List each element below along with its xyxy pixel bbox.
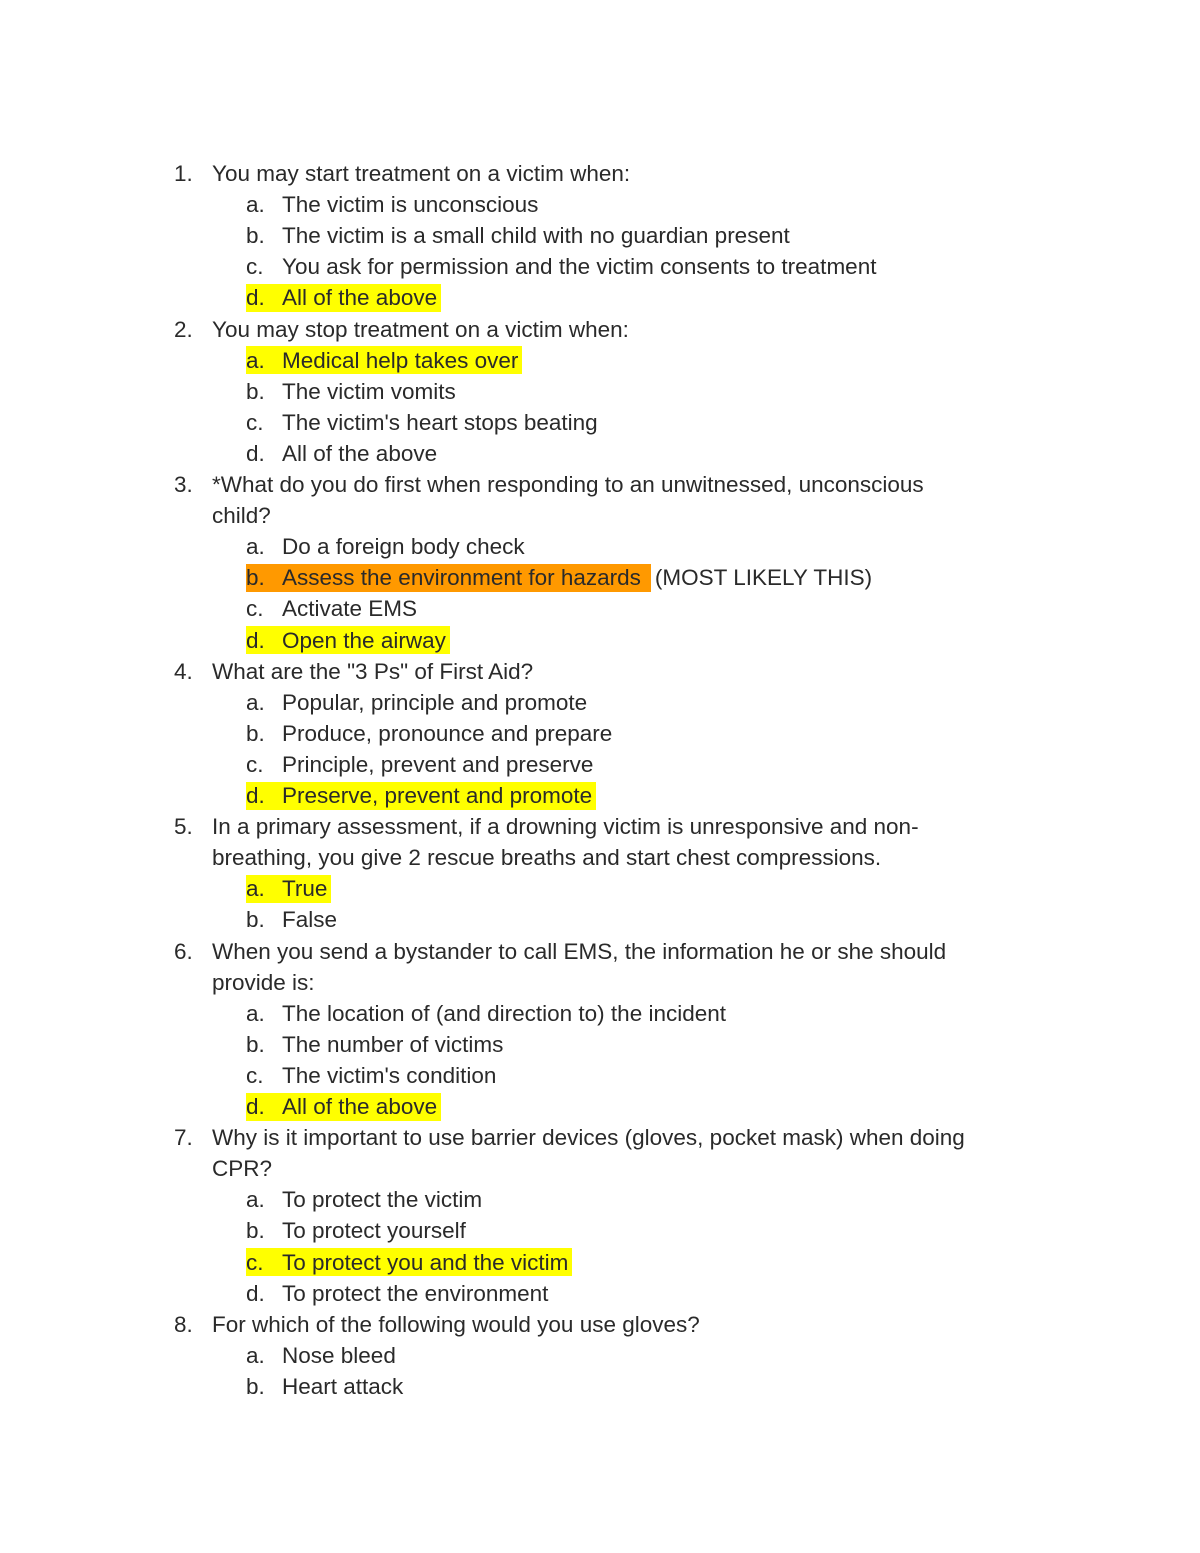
option-text: All of the above: [282, 440, 438, 466]
option-text: The victim vomits: [282, 378, 456, 404]
option-note: (MOST LIKELY THIS): [654, 565, 873, 591]
option-text: The victim is unconscious: [282, 192, 539, 218]
option-letter: b.: [246, 720, 265, 746]
question-text: CPR?: [212, 1156, 273, 1182]
option-letter: d.: [246, 440, 265, 466]
option-text: Heart attack: [282, 1373, 404, 1399]
option-letter: b.: [246, 1218, 265, 1244]
option-letter: d.: [246, 285, 265, 311]
option-text: The victim's condition: [282, 1062, 497, 1088]
option-text: False: [282, 907, 338, 933]
option-text: To protect you and the victim: [282, 1249, 569, 1275]
option-text: The victim's heart stops beating: [282, 409, 598, 435]
option-letter: c.: [246, 1249, 264, 1275]
question-text: *What do you do first when responding to an unwitnessed, unconscious: [212, 472, 924, 497]
option-text: Medical help takes over: [282, 347, 519, 373]
option-letter: b.: [246, 223, 265, 249]
option-letter: d.: [246, 783, 265, 808]
option-letter: a.: [246, 1342, 265, 1368]
option-letter: b.: [246, 907, 265, 933]
option-text: The number of victims: [282, 1031, 504, 1057]
option-text: To protect the victim: [282, 1187, 483, 1213]
option-letter: a.: [246, 1187, 265, 1213]
question-number: 5.: [174, 814, 193, 840]
option-letter: a.: [246, 876, 265, 902]
option-text: Preserve, prevent and promote: [282, 783, 593, 808]
option-text: To protect the environment: [282, 1280, 549, 1306]
question-number: 6.: [174, 938, 193, 964]
question-text: Why is it important to use barrier devices (gloves, pocket mask) when doing: [212, 1125, 965, 1151]
option-text: All of the above: [282, 285, 438, 311]
question-number: 8.: [174, 1311, 193, 1337]
option-text: Nose bleed: [282, 1342, 396, 1368]
question-text: In a primary assessment, if a drowning victim is unresponsive and non-: [212, 814, 919, 840]
question-number: 4.: [174, 658, 193, 684]
option-letter: a.: [246, 1000, 265, 1026]
option-letter: a.: [246, 534, 265, 560]
question-text: child?: [212, 503, 271, 529]
option-text: Open the airway: [282, 627, 446, 653]
question-text: What are the "3 Ps" of First Aid?: [212, 658, 534, 684]
option-letter: d.: [246, 1094, 265, 1119]
option-text: All of the above: [282, 1094, 438, 1119]
question-text: When you send a bystander to call EMS, the information he or she should: [212, 938, 947, 964]
question-number: 7.: [174, 1125, 193, 1151]
option-letter: b.: [246, 1031, 265, 1057]
option-text: To protect yourself: [282, 1218, 466, 1244]
question-number: 1.: [174, 161, 193, 186]
option-letter: c.: [246, 596, 264, 622]
option-text: True: [282, 876, 328, 902]
option-letter: b.: [246, 378, 265, 404]
question-text: You may start treatment on a victim when:: [212, 161, 631, 186]
question-number: 2.: [174, 316, 193, 342]
option-letter: c.: [246, 409, 264, 435]
option-text: Produce, pronounce and prepare: [282, 720, 613, 746]
option-letter: a.: [246, 689, 265, 715]
option-text: Do a foreign body check: [282, 534, 525, 560]
option-letter: b.: [246, 1373, 265, 1399]
option-letter: d.: [246, 1280, 265, 1306]
option-text: The victim is a small child with no guardian present: [282, 223, 790, 249]
option-letter: b.: [246, 565, 265, 591]
option-text: Assess the environment for hazards: [282, 565, 641, 591]
question-text: breathing, you give 2 rescue breaths and start chest compressions.: [212, 845, 882, 871]
option-letter: c.: [246, 254, 264, 280]
option-text: Popular, principle and promote: [282, 689, 588, 715]
question-number: 3.: [174, 472, 193, 497]
option-letter: c.: [246, 751, 264, 777]
question-text: For which of the following would you use gloves?: [212, 1311, 700, 1337]
question-text: You may stop treatment on a victim when:: [212, 316, 629, 342]
option-letter: a.: [246, 192, 265, 218]
question-text: provide is:: [212, 969, 315, 995]
option-letter: d.: [246, 627, 265, 653]
option-letter: c.: [246, 1062, 264, 1088]
option-text: You ask for permission and the victim consents to treatment: [282, 254, 877, 280]
option-text: The location of (and direction to) the incident: [282, 1000, 727, 1026]
option-letter: a.: [246, 347, 265, 373]
option-text: Activate EMS: [282, 596, 418, 622]
option-text: Principle, prevent and preserve: [282, 751, 594, 777]
